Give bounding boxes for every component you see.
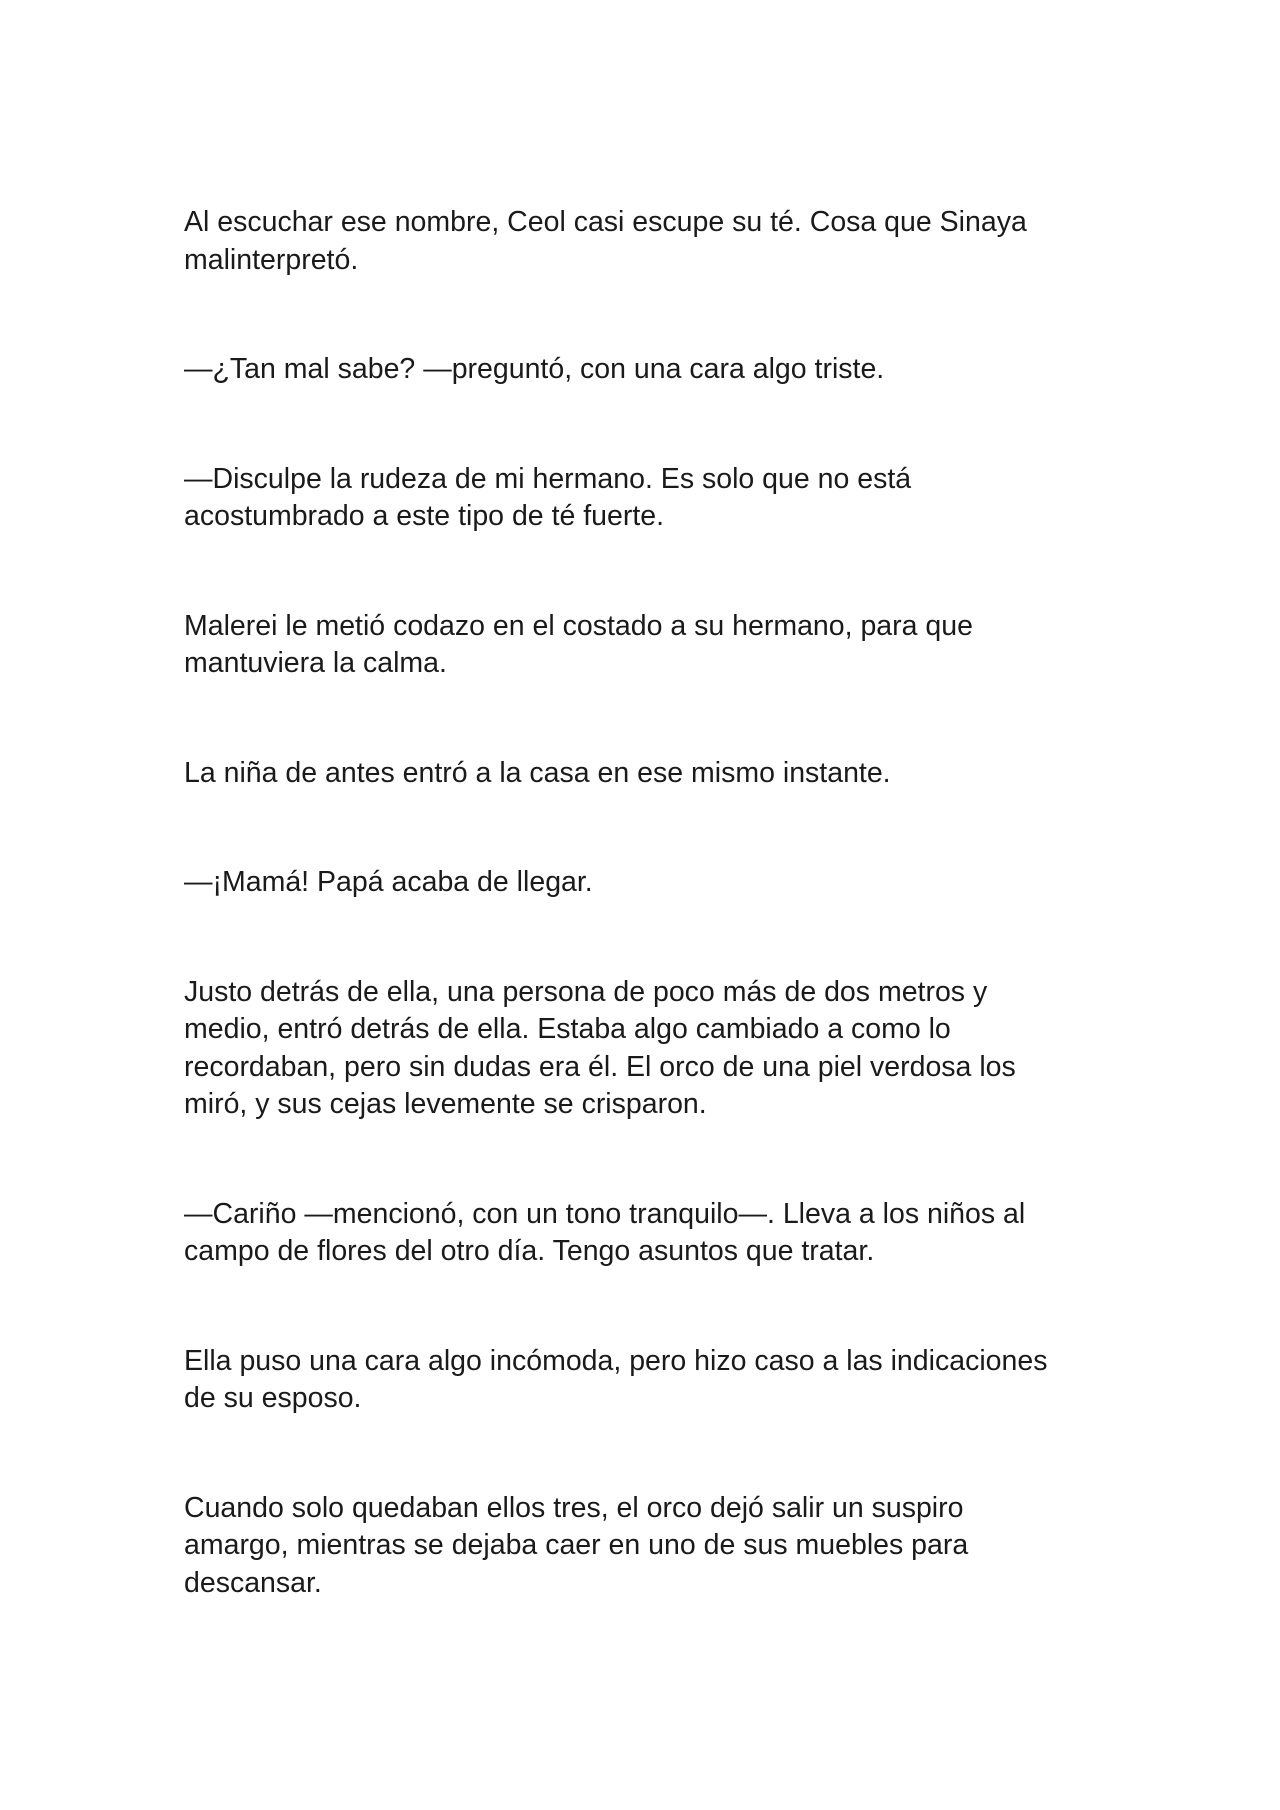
paragraph: Cuando solo quedaban ellos tres, el orco dejó salir un suspiro amargo, mientras se dejaba caer en uno de sus muebles para descansar. xyxy=(184,1491,969,1599)
document-body xyxy=(184,204,1114,1674)
paragraph: —Disculpe la rudeza de mi hermano. Es solo que no está acostumbrado a este tipo de té fuerte. xyxy=(184,462,912,532)
paragraph: —¿Tan mal sabe? —preguntó, con una cara algo triste. xyxy=(184,353,885,385)
paragraph: La niña de antes entró a la casa en ese mismo instante. xyxy=(184,756,891,789)
paragraph: —Cariño —mencionó, con un tono tranquilo—. Lleva a los niños al campo de flores del otro día. Tengo asuntos que tratar. xyxy=(184,1197,1026,1267)
paragraph: Ella puso una cara algo incómoda, pero hizo caso a las indicaciones de su esposo. xyxy=(184,1344,1048,1414)
paragraph: Justo detrás de ella, una persona de poco más de dos metros y medio, entró detrás de ella. Estaba algo cambiado a como lo recordaban, pero sin dudas era él. El orco de una piel verdosa los miró, y sus cejas levemente se crisparon. xyxy=(184,975,1016,1120)
paragraph: —¡Mamá! Papá acaba de llegar. xyxy=(184,866,593,898)
paragraph: Malerei le metió codazo en el costado a su hermano, para que mantuviera la calma. xyxy=(184,609,973,679)
paragraph: Al escuchar ese nombre, Ceol casi escupe su té. Cosa que Sinaya malinterpretó. xyxy=(184,206,1027,276)
